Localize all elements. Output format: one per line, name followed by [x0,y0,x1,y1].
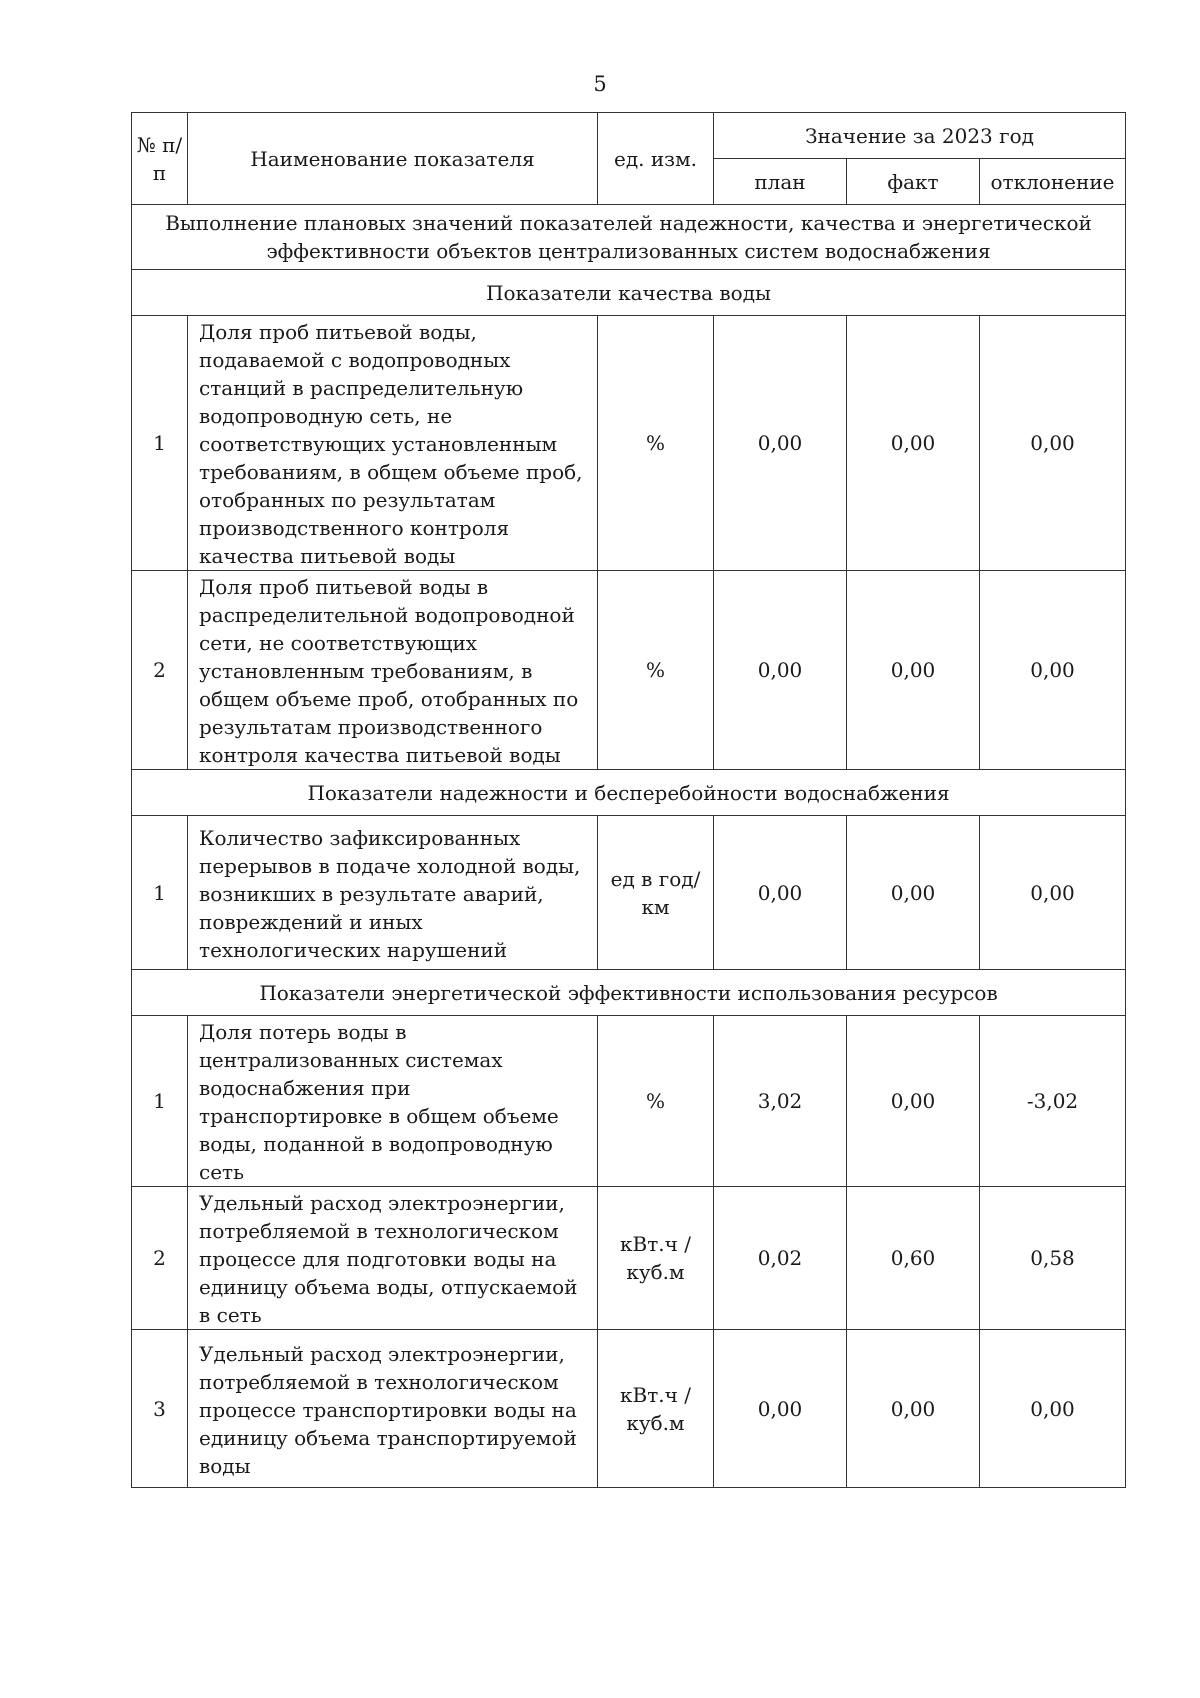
row-fact: 0,00 [847,816,980,970]
row-plan: 0,00 [714,571,847,770]
row-deviation: 0,00 [980,1330,1126,1488]
table-row [132,816,1126,970]
row-num: 2 [132,1187,188,1330]
row-plan: 0,00 [714,816,847,970]
header-plan: план [714,159,847,205]
row-deviation: 0,58 [980,1187,1126,1330]
table-row [132,1016,1126,1187]
row-unit: кВт.ч / куб.м [598,1187,714,1330]
row-num: 3 [132,1330,188,1488]
section-title: Показатели энергетической эффективности использования ресурсов [132,970,1126,1016]
row-name: Доля проб питьевой воды в распределительной водопроводной сети, не соответствующих установленным требованиям, в общем объеме проб, отобранных по результатам производственного контроля качества питьевой воды [188,571,598,770]
section-title: Выполнение плановых значений показателей надежности, качества и энергетической эффективности объектов централизованных систем водоснабжения [132,205,1126,270]
row-num: 2 [132,571,188,770]
row-name: Удельный расход электроэнергии, потребляемой в технологическом процессе транспортировки воды на единицу объема транспортируемой воды [188,1330,598,1488]
row-deviation: 0,00 [980,816,1126,970]
table-row [132,316,1126,571]
row-name: Доля проб питьевой воды, подаваемой с водопроводных станций в распределительную водопроводную сеть, не соответствующих установленным требованиям, в общем объеме проб, отобранных по результатам производственного контроля качества питьевой воды [188,316,598,571]
header-unit: ед. изм. [598,113,714,205]
table-row [132,1187,1126,1330]
header-fact: факт [847,159,980,205]
row-plan: 3,02 [714,1016,847,1187]
section-row [132,205,1126,270]
header-row-top [132,113,1126,159]
row-num: 1 [132,1016,188,1187]
row-deviation: 0,00 [980,571,1126,770]
section-row [132,270,1126,316]
row-deviation: 0,00 [980,316,1126,571]
row-plan: 0,00 [714,1330,847,1488]
row-plan: 0,00 [714,316,847,571]
page-number: 5 [593,72,607,96]
row-unit: % [598,1016,714,1187]
row-deviation: -3,02 [980,1016,1126,1187]
row-fact: 0,00 [847,1330,980,1488]
header-value-group: Значение за 2023 год [714,113,1126,159]
section-title: Показатели качества воды [132,270,1126,316]
header-num: № п/п [132,113,188,205]
row-fact: 0,00 [847,316,980,571]
section-title: Показатели надежности и бесперебойности водоснабжения [132,770,1126,816]
row-unit: % [598,316,714,571]
table-row [132,1330,1126,1488]
row-num: 1 [132,816,188,970]
row-plan: 0,02 [714,1187,847,1330]
row-name: Доля потерь воды в централизованных системах водоснабжения при транспортировке в общем объеме воды, поданной в водопроводную сеть [188,1016,598,1187]
table-row [132,571,1126,770]
row-fact: 0,00 [847,571,980,770]
row-num: 1 [132,316,188,571]
row-unit: ед в год/ км [598,816,714,970]
indicators-table [131,112,1126,1488]
row-fact: 0,00 [847,1016,980,1187]
row-fact: 0,60 [847,1187,980,1330]
row-unit: кВт.ч / куб.м [598,1330,714,1488]
header-deviation: отклонение [980,159,1126,205]
section-row [132,970,1126,1016]
row-unit: % [598,571,714,770]
row-name: Количество зафиксированных перерывов в подаче холодной воды, возникших в результате аварий, повреждений и иных технологических нарушений [188,816,598,970]
header-name: Наименование показателя [188,113,598,205]
section-row [132,770,1126,816]
row-name: Удельный расход электроэнергии, потребляемой в технологическом процессе для подготовки воды на единицу объема воды, отпускаемой в сеть [188,1187,598,1330]
